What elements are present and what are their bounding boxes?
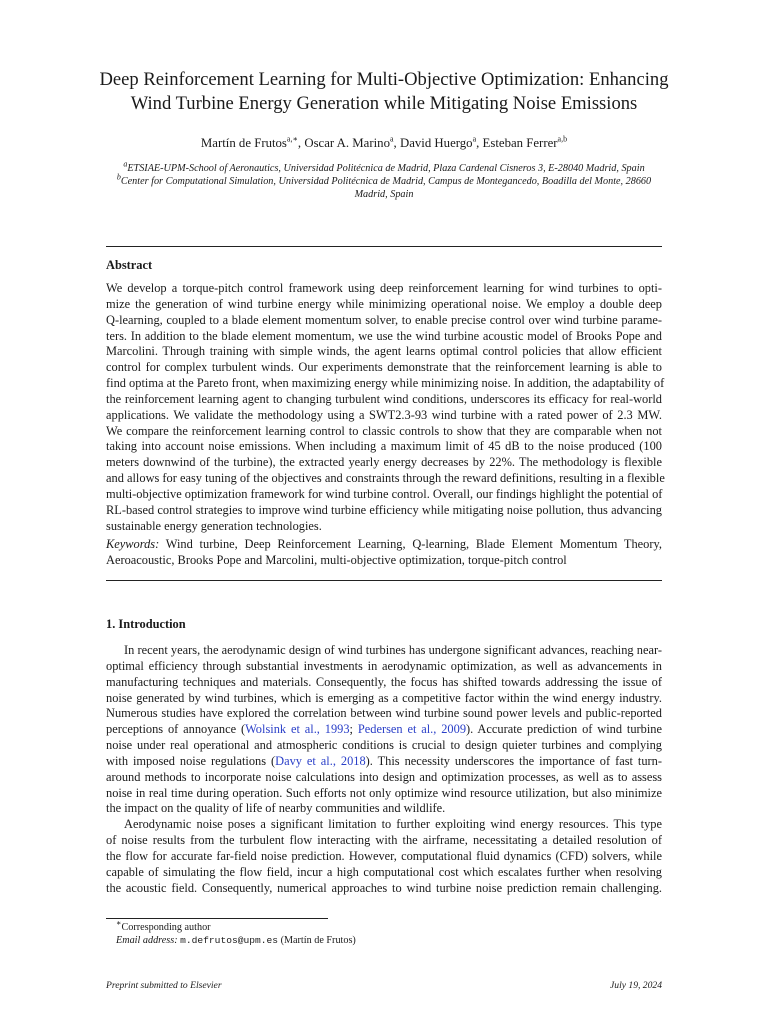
- author-name: Martín de Frutos: [200, 136, 287, 150]
- author-name: Oscar A. Marino: [304, 136, 390, 150]
- body-text: ). This necessity underscores the importance of fast turn-: [365, 753, 662, 768]
- footer-preprint-note: Preprint submitted to Elsevier: [106, 980, 222, 991]
- author-affiliation-mark: a: [472, 134, 477, 144]
- footnote-email: [116, 934, 356, 947]
- email-address[interactable]: m.defrutos@upm.es: [180, 935, 279, 947]
- author-affiliation-mark: a,∗: [286, 134, 298, 144]
- body-line-with-citations: [106, 754, 662, 770]
- title-line: Wind Turbine Energy Generation while Mitigating Noise Emissions: [130, 93, 638, 114]
- body-line: the impact on the quality of life of nearby communities and wildlife.: [106, 801, 446, 816]
- body-line: the flow for accurate far-field noise prediction. However, computational fluid dynamics (CFD) solvers, while: [106, 848, 662, 863]
- affiliation-text: Center for Computational Simulation, Universidad Politécnica de Madrid, Campus de Montegancedo, Boadilla del Monte, 28660: [120, 176, 652, 188]
- body-line: of noise results from the turbulent flow interacting with the airframe, necessitating a detailed resolution of: [106, 833, 662, 848]
- citation-link[interactable]: Wolsink et al., 1993: [245, 722, 350, 737]
- affiliation-b: [100, 172, 668, 188]
- body-text: ;: [349, 722, 358, 737]
- keywords-label: Keywords:: [106, 537, 160, 551]
- abstract-line: control for complex turbulent winds. Our experiments demonstrate that the reinforcement learning is able to: [106, 360, 662, 375]
- footer-date: July 19, 2024: [610, 980, 662, 991]
- body-line: optimal efficiency through substantial investments in aerodynamic optimization, as well as advancements in: [106, 658, 662, 673]
- body-line: around methods to incorporate noise calculations into design and optimization processes, as well as to assess: [106, 769, 662, 784]
- affiliation-b-continued: Madrid, Spain: [354, 189, 414, 201]
- body-line: Numerous studies have explored the correlation between wind turbine sound power levels and public-reported: [106, 706, 662, 721]
- body-line: the acoustic field. Consequently, numerical approaches to wind turbine noise prediction remain challenging.: [106, 880, 662, 895]
- abstract-top-rule: [106, 246, 662, 247]
- author-name: David Huergo: [399, 136, 473, 150]
- author-separator: ,: [393, 136, 400, 150]
- body-line: In recent years, the aerodynamic design of wind turbines has undergone significant advances, reaching near-: [124, 643, 662, 657]
- abstract-line: ters. In addition to the blade element momentum, we use the wind turbine acoustic model of Brooks Pope and: [106, 328, 662, 343]
- citation-link[interactable]: Pedersen et al., 2009: [357, 722, 467, 737]
- body-line: noise generated by wind turbines, which is emerging as a competitive factor within the wind energy industry.: [106, 690, 662, 705]
- abstract-line: mize the generation of wind turbine energy while minimizing operational noise. We employ a double deep: [106, 296, 662, 311]
- body-line: capable of simulating the flow field, incur a high computational cost which escalates further when resolving: [106, 864, 662, 879]
- abstract-line: We develop a torque-pitch control framework using deep reinforcement learning for wind turbines to opti-: [106, 281, 662, 295]
- author-affiliation-mark: a: [389, 134, 394, 144]
- keywords: [106, 537, 662, 569]
- abstract-line: Marcolini. Through training with simple winds, the agent learns optimal control policies that allow efficient: [106, 344, 662, 359]
- footnote-rule: [106, 918, 328, 919]
- body-text: with imposed noise regulations (: [106, 753, 276, 768]
- keywords-line: [106, 537, 662, 553]
- abstract-line: taking into account noise emissions. When including a maximum limit of 45 dB to the noise produced (100: [106, 439, 662, 454]
- abstract-line: meters downwind of the turbine), the extracted yearly energy decreases by 22%. The methodology is flexible: [106, 455, 662, 470]
- abstract-line: multi-objective optimization framework for wind turbine control. Overall, our findings highlight the potential of: [106, 486, 663, 501]
- email-owner: (Martín de Frutos): [280, 935, 356, 947]
- footnote-corresponding: [116, 918, 356, 934]
- body-line: manufacturing techniques and materials. Consequently, the focus has shifted towards addressing the issue of: [106, 674, 662, 689]
- abstract-line: We compare the reinforcement learning control to classic controls to show that they are comparable when not: [106, 423, 662, 438]
- abstract-line: RL-based control strategies to improve wind turbine efficiency while mitigating noise pollution, thus advancing: [106, 502, 662, 517]
- body-line-with-citations: [106, 722, 662, 738]
- abstract-line: sustainable energy generation technologies.: [106, 518, 322, 533]
- abstract-bottom-rule: [106, 580, 662, 581]
- keywords-text: Wind turbine, Deep Reinforcement Learning, Q-learning, Blade Element Momentum Theory,: [165, 537, 662, 551]
- abstract-heading: Abstract: [106, 258, 153, 272]
- keywords-line: Aeroacoustic, Brooks Pope and Marcolini, multi-objective optimization, torque-pitch control: [106, 552, 567, 567]
- footnote: [116, 918, 356, 947]
- introduction-body: [106, 643, 662, 897]
- author-separator: ,: [476, 136, 483, 150]
- author-list: [60, 135, 708, 151]
- body-line: noise in real time during operation. Such efforts not only optimize wind resource utilization, but also minimize: [106, 785, 662, 800]
- body-line: Aerodynamic noise poses a significant limitation to further exploiting wind energy resources. This type: [124, 817, 662, 832]
- affiliations: [100, 159, 668, 202]
- abstract-line: Q-learning, coupled to a blade element momentum solver, to enable precise control over wind turbine parame-: [106, 312, 662, 327]
- title-line: Deep Reinforcement Learning for Multi-Objective Optimization: Enhancing: [99, 69, 669, 90]
- body-text: perceptions of annoyance (: [106, 722, 246, 737]
- abstract-body: [106, 281, 665, 535]
- email-label: Email address:: [116, 935, 178, 947]
- affiliation-mark: a: [123, 159, 128, 169]
- footnote-text: Corresponding author: [121, 922, 211, 933]
- abstract-line: and allows for easy tuning of the objectives and constraints through the reward definitions, resulting in a flexible: [106, 471, 665, 486]
- affiliation-a: [100, 159, 668, 175]
- abstract-line: find optima at the Pareto front, when maximizing energy while minimizing noise. In addition, the adaptability of: [106, 376, 665, 391]
- paper-title: [60, 68, 708, 116]
- body-line: noise under real operational and atmospheric conditions is crucial to design quieter turbines and complying: [106, 738, 662, 753]
- section-heading-introduction: 1. Introduction: [106, 617, 186, 631]
- affiliation-text: ETSIAE-UPM-School of Aeronautics, Universidad Politécnica de Madrid, Plaza Cardenal Cisneros 3, E-28040 Madrid, Spain: [127, 163, 645, 174]
- abstract-line: the reinforcement learning agent to changing turbulent wind conditions, underscores its efficacy for real-world: [106, 391, 662, 406]
- author-affiliation-mark: a,b: [557, 134, 568, 144]
- author-separator: ,: [297, 136, 305, 150]
- body-text: ). Accurate prediction of wind turbine: [466, 722, 663, 737]
- abstract-line: applications. We validate the methodology using a SWT2.3-93 wind turbine with a rated power of 2.3 MW.: [106, 407, 662, 422]
- author-name: Esteban Ferrer: [482, 136, 558, 150]
- footnote-mark: ∗: [116, 918, 122, 928]
- citation-link[interactable]: Davy et al., 2018: [275, 753, 366, 768]
- affiliation-mark: b: [116, 172, 121, 182]
